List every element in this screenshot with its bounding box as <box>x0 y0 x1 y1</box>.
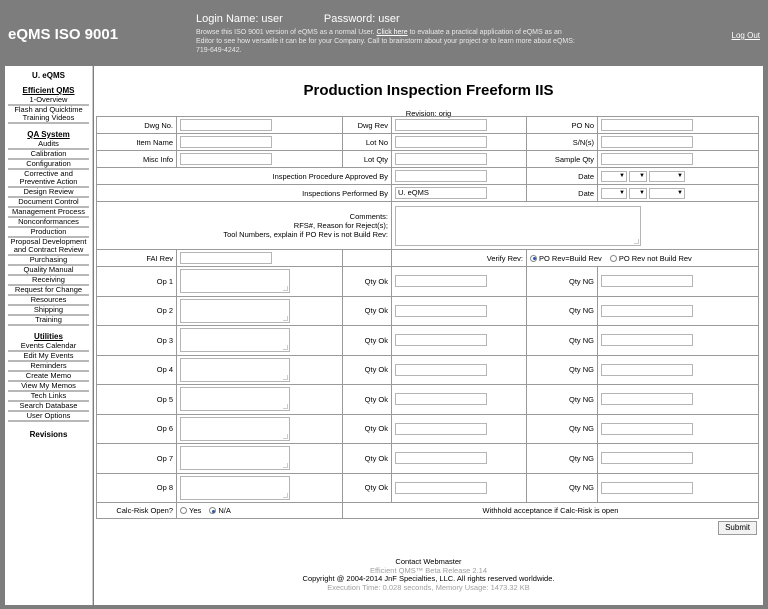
sidebar-item[interactable]: Shipping <box>8 306 89 316</box>
qty-ok-label: Qty Ok <box>343 473 392 503</box>
op-notes-textarea[interactable] <box>180 387 290 411</box>
proc-approved-input[interactable] <box>395 170 487 182</box>
qty-ng-cell <box>598 326 759 356</box>
misc-info-input[interactable] <box>180 153 272 165</box>
approved-year-select[interactable] <box>649 171 685 182</box>
po-no-label: PO No <box>527 117 598 134</box>
dropdown-arrow-icon: ▼ <box>619 189 625 196</box>
dwg-no-cell <box>177 117 343 134</box>
operation-row <box>97 326 759 356</box>
qty-ok-label: Qty Ok <box>343 385 392 415</box>
sidebar-item[interactable]: Create Memo <box>8 372 89 382</box>
sidebar-item[interactable]: Flash and Quicktime Training Videos <box>8 106 89 124</box>
notice-text-after: to evaluate a practical application of eQMS as an Editor to see how versatile it can be for your Company. Call to brainstorm about your project or to learn more about eQMS: 719-649-4242. <box>196 29 575 54</box>
approved-date-cell <box>598 168 759 185</box>
qty-ok-cell <box>392 414 527 444</box>
calc-risk-label: Calc-Risk Open? <box>97 503 177 519</box>
sidebar-item[interactable]: User Options <box>8 412 89 422</box>
op-notes-cell <box>177 355 343 385</box>
dropdown-arrow-icon: ▼ <box>639 172 645 179</box>
qty-ok-cell <box>392 473 527 503</box>
qty-ok-cell <box>392 385 527 415</box>
performed-by-input[interactable]: U. eQMS <box>395 187 487 199</box>
qty-ok-label: Qty Ok <box>343 326 392 356</box>
qty-ng-cell <box>598 296 759 326</box>
op-notes-textarea[interactable] <box>180 299 290 323</box>
qty-ok-cell <box>392 326 527 356</box>
sidebar-item[interactable]: Search Database <box>8 402 89 412</box>
dwg-rev-label: Dwg Rev <box>343 117 392 134</box>
op-label: Op 4 <box>97 355 177 385</box>
qty-ng-input[interactable] <box>601 452 693 464</box>
qty-ok-label: Qty Ok <box>343 296 392 326</box>
sidebar-item[interactable]: Quality Manual <box>8 266 89 276</box>
sample-qty-label: Sample Qty <box>527 151 598 168</box>
sns-label: S/N(s) <box>527 134 598 151</box>
fai-spacer <box>343 250 392 267</box>
op-notes-cell <box>177 414 343 444</box>
qty-ok-input[interactable] <box>395 452 487 464</box>
qty-ng-cell <box>598 355 759 385</box>
qty-ok-label: Qty Ok <box>343 444 392 474</box>
sidebar-item[interactable]: Nonconformances <box>8 218 89 228</box>
performed-by-cell <box>392 185 527 202</box>
op-notes-textarea[interactable] <box>180 446 290 470</box>
qty-ng-cell <box>598 473 759 503</box>
qty-ok-label: Qty Ok <box>343 414 392 444</box>
sidebar-section-title: QA System <box>27 130 70 139</box>
sidebar-user: U. eQMS <box>32 71 65 80</box>
inspection-form <box>96 116 759 519</box>
misc-info-label: Misc Info <box>97 151 177 168</box>
lot-no-cell <box>392 134 527 151</box>
qty-ng-input[interactable] <box>601 482 693 494</box>
performed-year-select[interactable] <box>649 188 685 199</box>
qty-ok-input[interactable] <box>395 364 487 376</box>
operation-row <box>97 267 759 297</box>
operation-row <box>97 473 759 503</box>
sidebar-item[interactable]: Request for Change <box>8 286 89 296</box>
sidebar-item[interactable]: Corrective and Preventive Action <box>8 170 89 188</box>
execution-info: Execution Time: 0.028 seconds, Memory Usage: 1473.32 KB <box>327 582 530 592</box>
calc-risk-yes-radio[interactable] <box>180 507 187 514</box>
item-name-cell <box>177 134 343 151</box>
sidebar-section-title: Efficient QMS <box>22 86 75 95</box>
qty-ok-input[interactable] <box>395 334 487 346</box>
verify-rev-label: Verify Rev: <box>392 250 527 267</box>
proc-approved-label: Inspection Procedure Approved By <box>97 168 392 185</box>
dwg-no-input[interactable] <box>180 119 272 131</box>
sidebar-item[interactable]: Receiving <box>8 276 89 286</box>
po-not-build-radio[interactable] <box>610 255 617 262</box>
op-notes-textarea[interactable] <box>180 358 290 382</box>
op-label: Op 8 <box>97 473 177 503</box>
dwg-rev-cell <box>392 117 527 134</box>
performed-month-select[interactable] <box>601 188 627 199</box>
revision-label: Revision: orig <box>405 109 452 118</box>
operation-row <box>97 355 759 385</box>
qty-ok-input[interactable] <box>395 393 487 405</box>
qty-ng-label: Qty NG <box>527 296 598 326</box>
lot-qty-cell <box>392 151 527 168</box>
comments-textarea[interactable] <box>395 206 641 246</box>
operation-row <box>97 414 759 444</box>
sidebar-item[interactable]: Document Control <box>8 198 89 208</box>
operation-row <box>97 444 759 474</box>
qty-ok-cell <box>392 267 527 297</box>
op-label: Op 5 <box>97 385 177 415</box>
approved-date-label: Date <box>527 168 598 185</box>
op-notes-textarea[interactable] <box>180 417 290 441</box>
qty-ng-cell <box>598 414 759 444</box>
qty-ng-label: Qty NG <box>527 444 598 474</box>
login-password: Password: user <box>323 13 400 25</box>
qty-ok-cell <box>392 355 527 385</box>
op-notes-textarea[interactable] <box>180 328 290 352</box>
po-no-input[interactable] <box>601 119 693 131</box>
qty-ok-cell <box>392 296 527 326</box>
qty-ng-input[interactable] <box>601 423 693 435</box>
lot-qty-label: Lot Qty <box>343 151 392 168</box>
op-notes-cell <box>177 267 343 297</box>
sample-qty-input[interactable] <box>601 153 693 165</box>
operation-row <box>97 385 759 415</box>
op-notes-cell <box>177 296 343 326</box>
comments-label-line3: Tool Numbers, explain if PO Rev is not Build Rev: <box>223 230 388 239</box>
dropdown-arrow-icon: ▼ <box>677 189 683 196</box>
sidebar-item[interactable]: Events Calendar <box>8 342 89 352</box>
lot-no-label: Lot No <box>343 134 392 151</box>
po-no-cell <box>598 117 759 134</box>
comments-label <box>97 202 392 250</box>
submit-button[interactable]: Submit <box>718 521 757 535</box>
sidebar-item[interactable]: Design Review <box>8 188 89 198</box>
po-eq-build-radio[interactable] <box>530 255 537 262</box>
sidebar-revisions[interactable]: Revisions <box>29 430 68 439</box>
misc-info-cell <box>177 151 343 168</box>
qty-ok-input[interactable] <box>395 305 487 317</box>
po-eq-build-label: PO Rev=Build Rev <box>539 253 602 263</box>
qty-ok-input[interactable] <box>395 423 487 435</box>
dropdown-arrow-icon: ▼ <box>619 172 625 179</box>
sidebar-item[interactable]: Tech Links <box>8 392 89 402</box>
po-not-build-label: PO Rev not Build Rev <box>618 253 692 263</box>
sample-qty-cell <box>598 151 759 168</box>
dwg-rev-input[interactable] <box>395 119 487 131</box>
calc-risk-na-label: N/A <box>218 506 231 516</box>
qty-ng-input[interactable] <box>601 334 693 346</box>
withhold-note: Withhold acceptance if Calc-Risk is open <box>343 503 759 519</box>
fai-rev-label: FAI Rev <box>97 250 177 267</box>
logout-link[interactable]: Log Out <box>731 31 760 40</box>
fai-rev-cell <box>177 250 343 267</box>
sidebar-item[interactable]: Proposal Development and Contract Review <box>8 238 89 256</box>
login-info <box>196 13 438 25</box>
sidebar-sections <box>5 86 92 422</box>
calc-risk-yes-label: Yes <box>189 506 202 516</box>
comments-label-line1: Comments: <box>349 212 388 221</box>
performed-date-cell <box>598 185 759 202</box>
op-label: Op 7 <box>97 444 177 474</box>
qty-ng-input[interactable] <box>601 364 693 376</box>
notice-text-before: Browse this ISO 9001 version of eQMS as a normal User. <box>196 29 375 36</box>
approved-month-select[interactable] <box>601 171 627 182</box>
op-notes-cell <box>177 444 343 474</box>
fai-rev-input[interactable] <box>180 252 272 264</box>
qty-ok-cell <box>392 444 527 474</box>
comments-cell <box>392 202 759 250</box>
qty-ng-label: Qty NG <box>527 355 598 385</box>
op-notes-cell <box>177 326 343 356</box>
qty-ok-label: Qty Ok <box>343 267 392 297</box>
app-header <box>0 0 768 66</box>
sidebar-item[interactable]: 1-Overview <box>8 96 89 106</box>
item-name-label: Item Name <box>97 134 177 151</box>
sidebar-item[interactable]: View My Memos <box>8 382 89 392</box>
qty-ng-cell <box>598 444 759 474</box>
qty-ng-label: Qty NG <box>527 267 598 297</box>
item-name-input[interactable] <box>180 136 272 148</box>
sidebar <box>5 66 93 605</box>
performed-day-select[interactable] <box>629 188 647 199</box>
sidebar-item[interactable]: Configuration <box>8 160 89 170</box>
sidebar-item[interactable]: Purchasing <box>8 256 89 266</box>
calc-risk-cell <box>177 503 343 519</box>
main-panel <box>94 66 763 605</box>
op-label: Op 3 <box>97 326 177 356</box>
op-notes-cell <box>177 473 343 503</box>
op-notes-cell <box>177 385 343 415</box>
sidebar-item[interactable]: Production <box>8 228 89 238</box>
sidebar-item[interactable]: Training <box>8 316 89 326</box>
comments-label-line2: RFS#, Reason for Reject(s); <box>293 221 388 230</box>
dropdown-arrow-icon: ▼ <box>677 172 683 179</box>
qty-ng-cell <box>598 385 759 415</box>
op-label: Op 6 <box>97 414 177 444</box>
approved-day-select[interactable] <box>629 171 647 182</box>
verify-rev-cell <box>527 250 759 267</box>
qty-ok-input[interactable] <box>395 275 487 287</box>
sidebar-item[interactable]: Reminders <box>8 362 89 372</box>
performed-by-label: Inspections Performed By <box>97 185 392 202</box>
lot-no-input[interactable] <box>395 136 487 148</box>
sidebar-item[interactable]: Calibration <box>8 150 89 160</box>
contact-webmaster-link[interactable]: Contact Webmaster <box>395 557 462 566</box>
sns-input[interactable] <box>601 136 693 148</box>
login-name: Login Name: user <box>196 13 283 25</box>
op-label: Op 2 <box>97 296 177 326</box>
sidebar-item[interactable]: Management Process <box>8 208 89 218</box>
qty-ng-cell <box>598 267 759 297</box>
lot-qty-input[interactable] <box>395 153 487 165</box>
copyright: Copyright @ 2004-2014 JnF Specialties, LLC. All rights reserved worldwide. <box>302 574 555 583</box>
sns-cell <box>598 134 759 151</box>
calc-risk-na-radio[interactable] <box>209 507 216 514</box>
sidebar-item[interactable]: Resources <box>8 296 89 306</box>
sidebar-item[interactable]: Edit My Events <box>8 352 89 362</box>
op-notes-textarea[interactable] <box>180 269 290 293</box>
qty-ng-label: Qty NG <box>527 414 598 444</box>
op-label: Op 1 <box>97 267 177 297</box>
dwg-no-label: Dwg No. <box>97 117 177 134</box>
op-notes-textarea[interactable] <box>180 476 290 500</box>
operation-row <box>97 296 759 326</box>
qty-ng-input[interactable] <box>601 275 693 287</box>
operations-rows <box>97 267 759 503</box>
qty-ok-input[interactable] <box>395 482 487 494</box>
performed-date-label: Date <box>527 185 598 202</box>
page-title: Production Inspection Freeform IIS <box>303 82 554 99</box>
qty-ng-input[interactable] <box>601 393 693 405</box>
proc-approved-cell <box>392 168 527 185</box>
qty-ng-label: Qty NG <box>527 326 598 356</box>
header-notice <box>196 28 576 55</box>
dropdown-arrow-icon: ▼ <box>639 189 645 196</box>
brand-title: eQMS ISO 9001 <box>8 26 119 43</box>
release-info: Efficient QMS™ Beta Release 2.14 <box>369 565 487 575</box>
qty-ng-input[interactable] <box>601 305 693 317</box>
sidebar-section-title: Utilities <box>34 332 63 341</box>
qty-ng-label: Qty NG <box>527 473 598 503</box>
click-here-link[interactable]: Click here <box>376 29 408 36</box>
qty-ng-label: Qty NG <box>527 385 598 415</box>
qty-ok-label: Qty Ok <box>343 355 392 385</box>
footer <box>94 558 763 592</box>
sidebar-item[interactable]: Audits <box>8 140 89 150</box>
